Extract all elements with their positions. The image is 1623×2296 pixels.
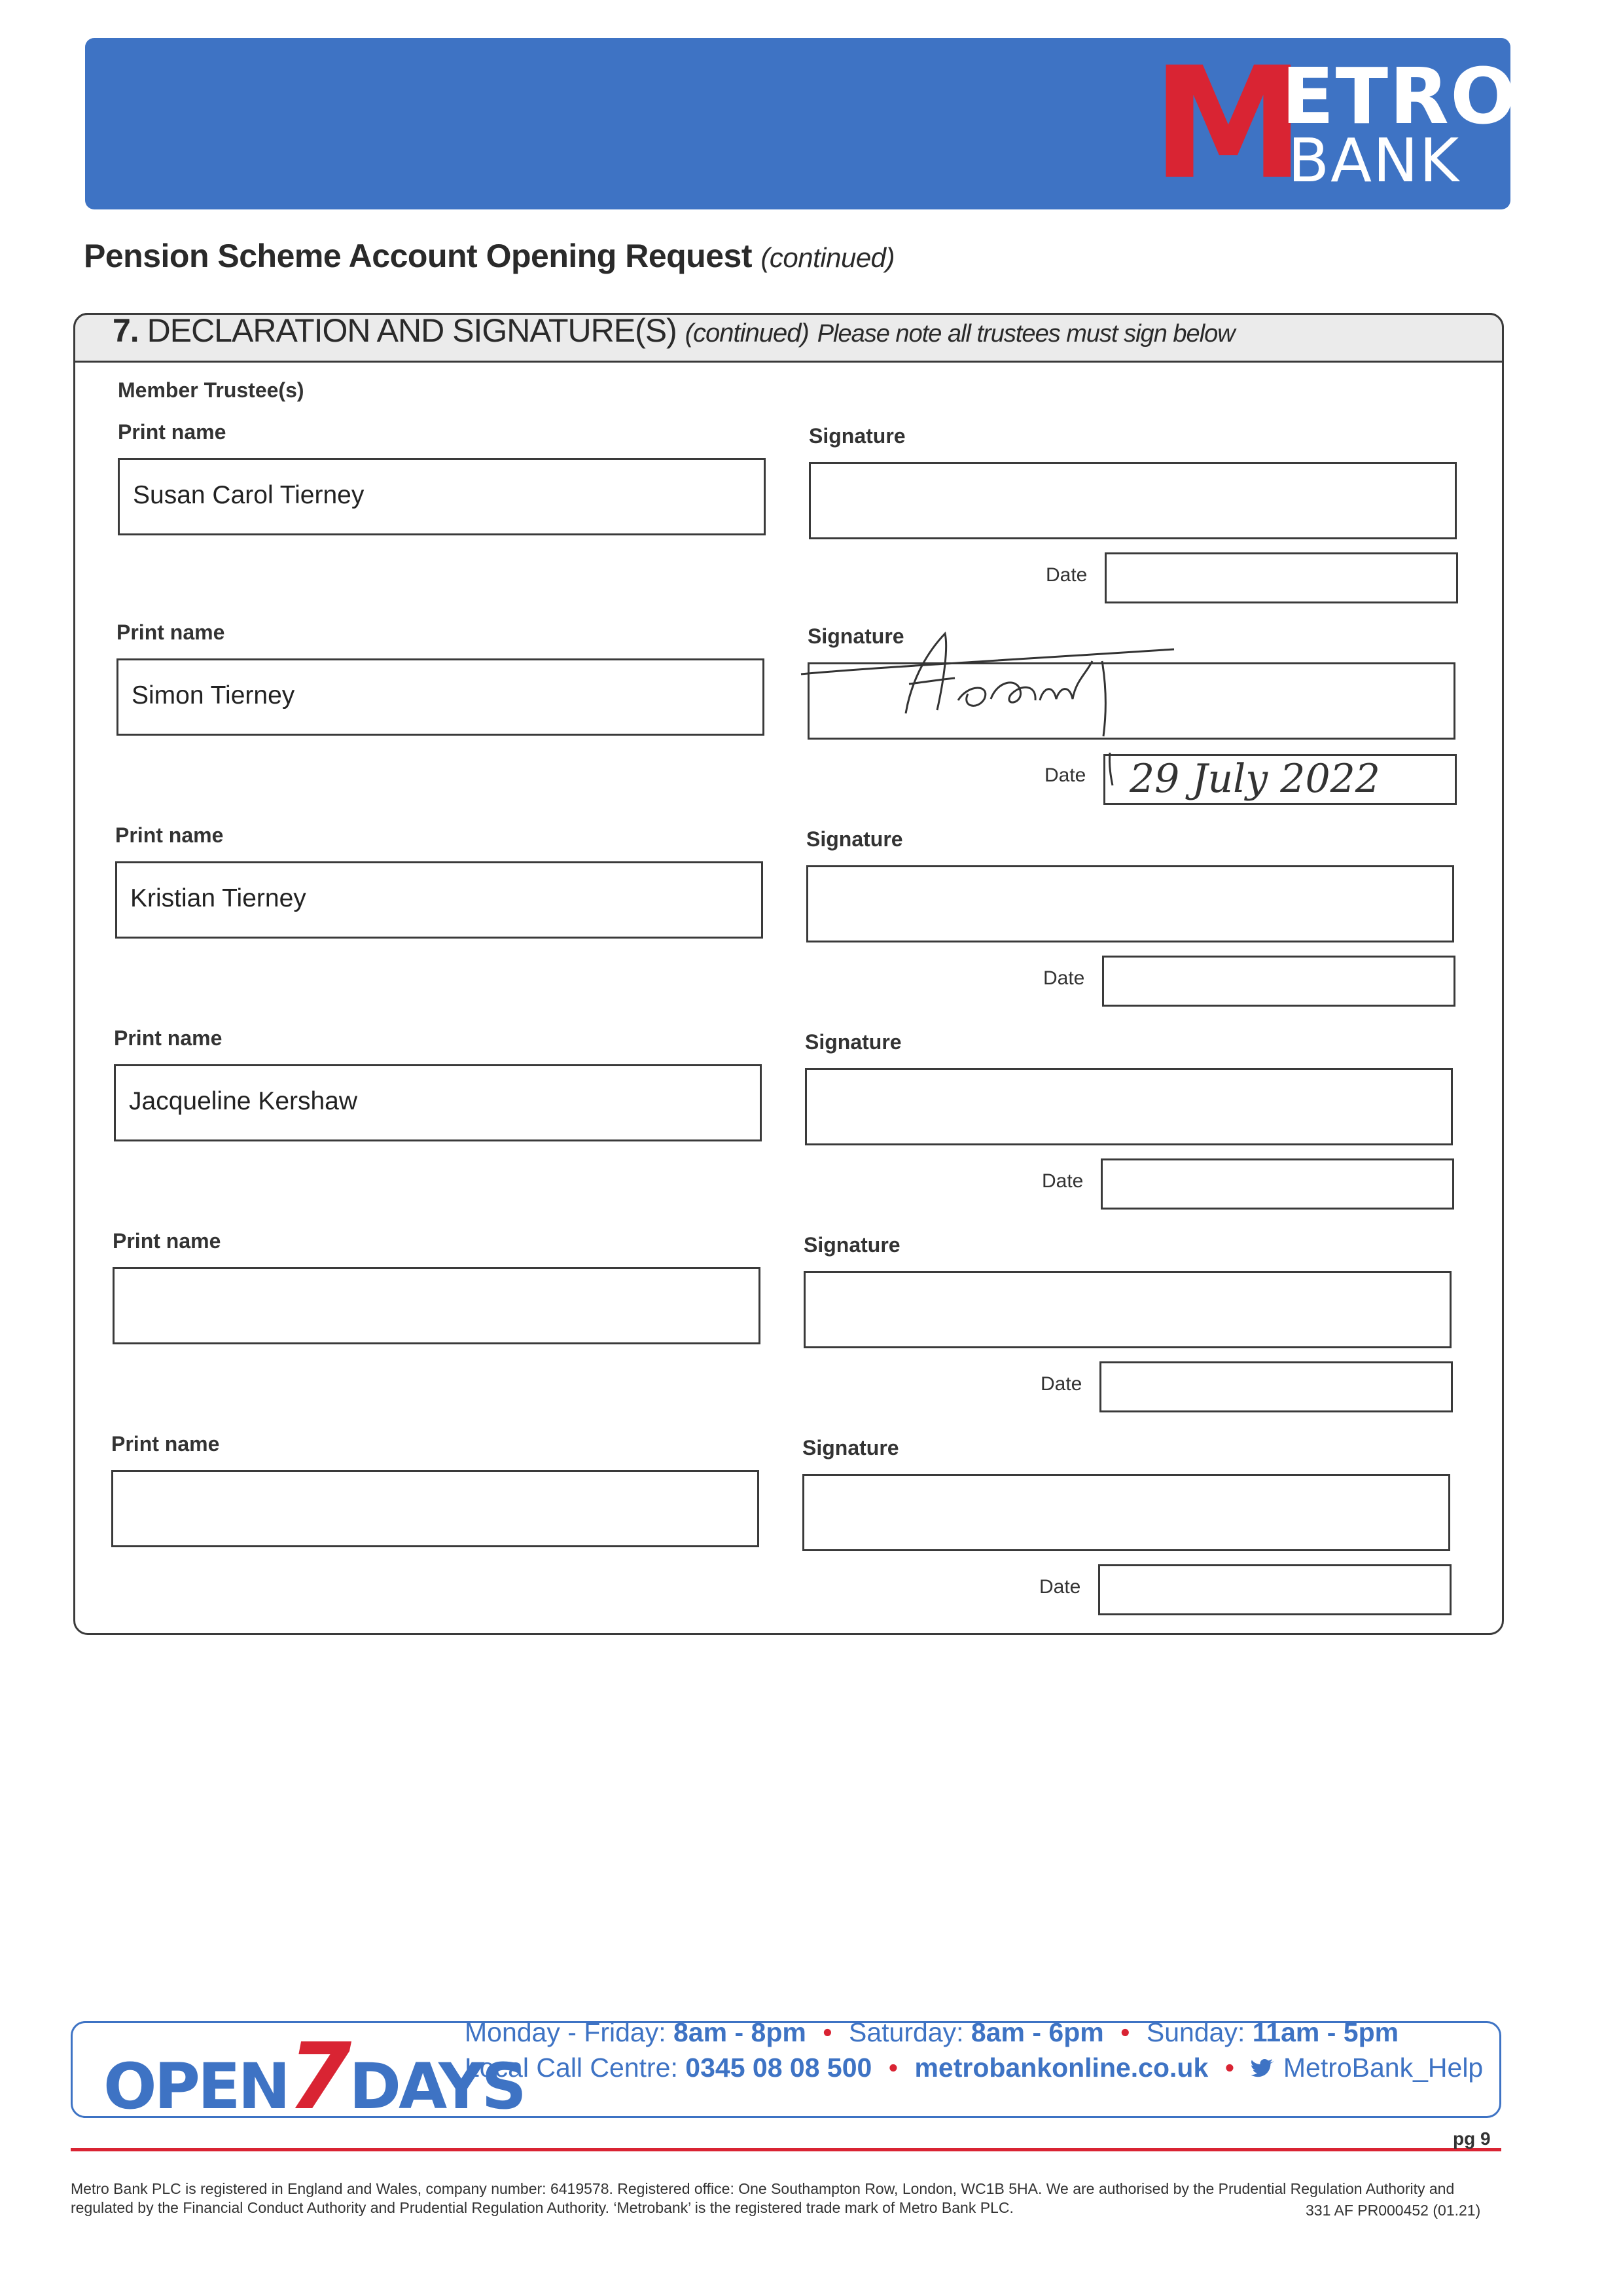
open-7-days-logo [103,2024,524,2130]
footer-divider [71,2148,1501,2151]
member-trustees-heading: Member Trustee(s) [118,378,304,402]
open-text: OPEN [103,2050,288,2123]
signature-label: Signature [808,624,904,648]
weekday-hours: 8am - 8pm [673,2017,806,2047]
signature-label: Signature [804,1233,901,1257]
saturday-label: Saturday: [849,2017,964,2047]
print-name-label: Print name [116,620,225,644]
print-name-label: Print name [113,1229,221,1253]
logo-m-glyph: M [1152,35,1298,213]
page-title [84,237,895,275]
date-label: Date [1044,764,1086,786]
signature-field[interactable] [804,1271,1452,1348]
sunday-hours: 11am - 5pm [1252,2017,1399,2047]
separator-dot: • [1224,2053,1235,2083]
print-name-field[interactable] [118,458,766,535]
date-label: Date [1046,564,1088,586]
call-centre-label: Local Call Centre: [465,2053,678,2083]
weekday-label: Monday - Friday: [465,2017,666,2047]
date-field[interactable] [1098,1564,1452,1615]
separator-dot: • [888,2053,899,2083]
print-name-field[interactable] [113,1267,760,1344]
signature-field[interactable] [806,865,1454,942]
print-name-label: Print name [114,1026,223,1050]
page-title-suffix: (continued) [760,242,895,273]
handwritten-signature [794,622,1200,740]
signature-field[interactable] [809,462,1457,539]
date-label: Date [1043,967,1085,989]
date-field[interactable] [1105,552,1458,603]
print-name-value: Jacqueline Kershaw [129,1087,358,1115]
opening-hours-line [465,2017,1399,2048]
separator-dot: • [1120,2017,1130,2047]
print-name-label: Print name [115,823,224,847]
twitter-bird-icon [1251,2058,1275,2079]
handwritten-date [1103,746,1457,838]
print-name-label: Print name [111,1432,220,1456]
print-name-field[interactable] [116,658,764,736]
logo-bank-text: BANK [1288,126,1461,196]
date-field[interactable] [1099,1361,1453,1412]
twitter-handle[interactable]: MetroBank_Help [1283,2053,1484,2083]
open-seven: 7 [287,2024,349,2130]
print-name-field[interactable] [114,1064,762,1141]
date-label: Date [1039,1576,1081,1598]
page-title-text: Pension Scheme Account Opening Request [84,238,752,274]
section-title-text: DECLARATION AND SIGNATURE(S) [147,312,677,349]
signature-label: Signature [809,424,906,448]
open-days-text: DAYS [349,2050,524,2123]
signature-label: Signature [802,1436,899,1460]
date-label: Date [1041,1373,1082,1395]
call-centre-number[interactable]: 0345 08 08 500 [685,2053,872,2083]
print-name-value: Kristian Tierney [130,884,306,912]
print-name-field[interactable] [115,861,763,939]
sunday-label: Sunday: [1146,2017,1245,2047]
print-name-value: Simon Tierney [132,681,295,709]
page-number: pg 9 [1453,2128,1491,2149]
signature-field[interactable] [802,1474,1450,1551]
logo-etro-text: ETRO [1281,51,1518,141]
date-field[interactable] [1102,956,1455,1007]
form-code: 331 AF PR000452 (01.21) [1306,2202,1481,2219]
signature-label: Signature [806,827,903,851]
print-name-value: Susan Carol Tierney [133,481,365,509]
section-note: Please note all trustees must sign below [817,320,1235,348]
section-title-suffix: (continued) [685,319,809,348]
legal-notice: Metro Bank PLC is registered in England and Wales, company number: 6419578. Registered office: One Southampton Row, London, WC1B 5HA. We are authorised by the Prudential Regulation Authority and regulated by the Financial Conduct Authority and Prudential Regulation Authority. ‘Metrobank’ is the registered trade mark of Metro Bank PLC. [71,2180,1455,2216]
print-name-field[interactable] [111,1470,759,1547]
handwritten-date-text: 29 July 2022 [1130,756,1380,802]
date-label: Date [1042,1170,1084,1192]
print-name-label: Print name [118,420,226,444]
date-field[interactable] [1101,1158,1454,1210]
website-link[interactable]: metrobankonline.co.uk [914,2053,1209,2083]
signature-field[interactable] [805,1068,1453,1145]
contact-line [465,2053,1483,2083]
section-title [113,312,1235,350]
section-number: 7. [113,312,139,349]
separator-dot: • [823,2017,832,2047]
saturday-hours: 8am - 6pm [971,2017,1104,2047]
signature-label: Signature [805,1030,902,1054]
